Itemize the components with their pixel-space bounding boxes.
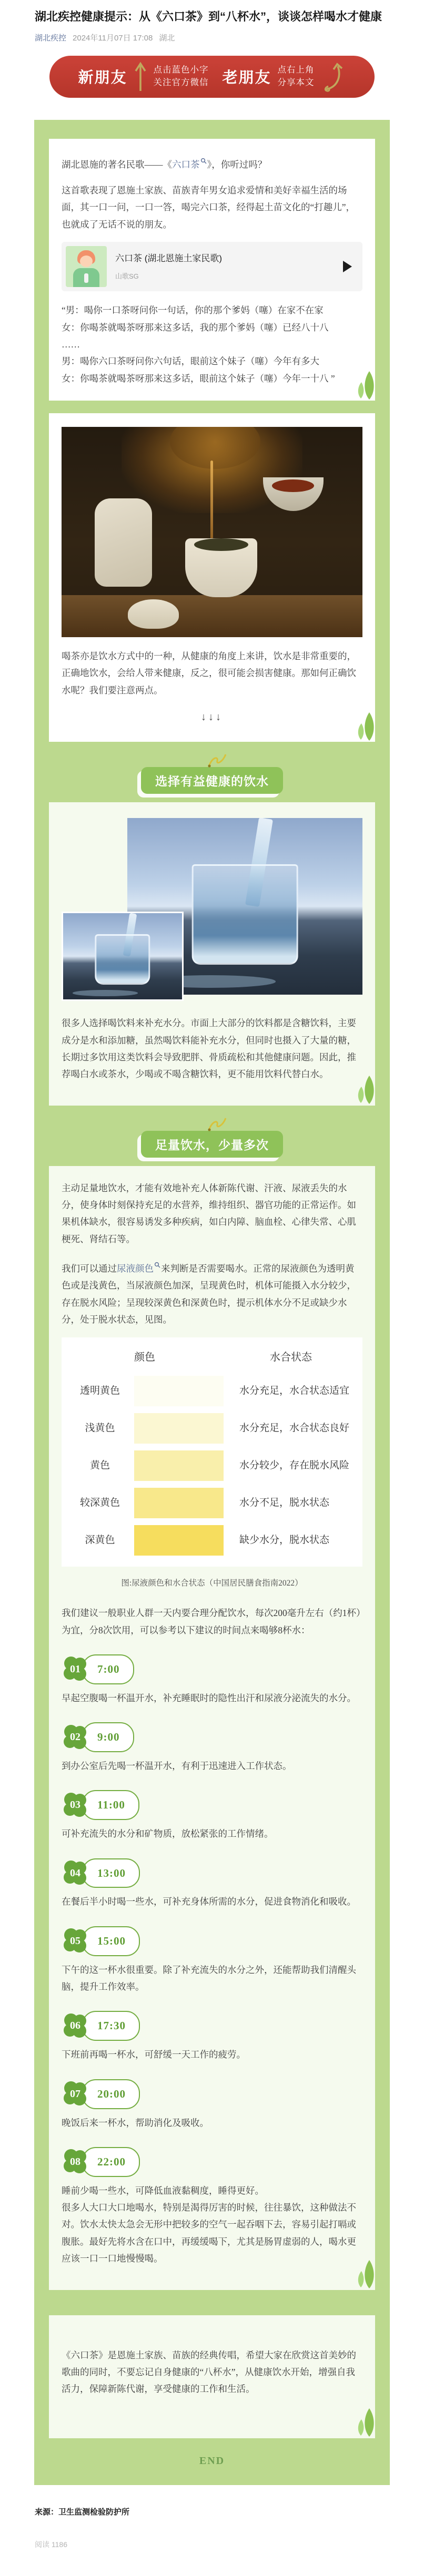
gaiwan-lid xyxy=(128,599,179,629)
squiggle-icon xyxy=(207,753,228,770)
water-glass xyxy=(191,864,298,965)
closing-paragraph: 《六口茶》是恩施土家族、苗族的经典传唱，希望大家在欣赏这首美妙的歌曲的同时，不要忘记自身健康的“八杯水”，从健康饮水开始，增强自我活力，保障新陈代谢，享受健康的工作和生活。 xyxy=(62,2349,356,2395)
row-status: 缺少水分，脱水状态 xyxy=(239,1534,330,1546)
lyrics-line: “男：喝你一口茶呀问你一句话，你的那个爹妈（噻）在家不在家 xyxy=(62,305,324,316)
hydration-paragraph-1: 主动足量地饮水，才能有效地补充人体新陈代谢、汗液、尿液丢失的水分，使身体时刻保持充足的水营养，维持组织、器官功能的正常运作。如果机体缺水，很容易诱发多种疾病，如白内障、脑血栓、心律失常、心肌梗死、肾结石等。 xyxy=(62,1182,356,1244)
wooden-table xyxy=(62,595,362,637)
article-header xyxy=(0,0,424,43)
urine-table-header-status: 水合状态 xyxy=(270,1351,312,1363)
urine-color-link[interactable]: 尿液颜色 xyxy=(117,1263,154,1274)
schedule-item xyxy=(62,1654,362,1706)
item-number: 02 xyxy=(70,1731,80,1743)
hydration-card xyxy=(49,1166,375,2290)
music-card[interactable] xyxy=(62,242,362,291)
account-name-link[interactable]: 湖北疾控 xyxy=(35,33,67,43)
time-pill: 20:00 xyxy=(82,2079,140,2109)
song-link[interactable]: 六口茶 xyxy=(172,159,200,170)
play-icon[interactable] xyxy=(343,261,352,272)
leaf-decoration-icon xyxy=(355,711,378,746)
schedule-item xyxy=(62,1722,362,1774)
water-puddle xyxy=(73,990,138,996)
item-number: 06 xyxy=(70,2020,80,2032)
source-line: 来源：卫生监测检验防护所 xyxy=(35,2507,130,2517)
schedule-badge xyxy=(62,1926,362,1956)
table-row xyxy=(66,1525,358,1556)
new-friends-label: 新朋友 xyxy=(78,69,127,87)
num-badge-blob xyxy=(62,2012,89,2040)
water-photo-composite xyxy=(62,818,362,1001)
schedule-item xyxy=(62,1858,362,1910)
article-body-green-section xyxy=(34,120,390,2485)
time-pill: 7:00 xyxy=(82,1654,134,1684)
schedule-text: 下班前再喝一杯水，可舒缓一天工作的疲劳。 xyxy=(62,2049,246,2060)
num-badge-blob xyxy=(62,1655,89,1683)
schedule-text: 晚饭后来一杯水，帮助消化及吸收。 xyxy=(62,2117,209,2128)
leaf-decoration-icon xyxy=(355,2407,378,2442)
schedule-item xyxy=(62,1790,362,1842)
row-label: 较深黄色 xyxy=(79,1497,120,1508)
item-number: 01 xyxy=(70,1663,80,1675)
down-arrows: ↓↓↓ xyxy=(201,711,223,723)
section-header-1 xyxy=(141,767,283,794)
schedule-text: 可补充流失的水分和矿物质，放松紧张的工作情绪。 xyxy=(62,1828,274,1839)
schedule-badge xyxy=(62,2147,362,2177)
urine-table-header xyxy=(66,1348,358,1367)
num-badge-blob xyxy=(62,2080,89,2108)
share-swoosh-icon xyxy=(321,60,346,94)
num-badge-blob xyxy=(62,1792,89,1819)
old-friends-hint-line2: 分享本文 xyxy=(277,77,315,87)
schedule-text: 早起空腹喝一杯温开水，补充睡眠时的隐性出汗和尿液分泌流失的水分。 xyxy=(62,1692,356,1703)
schedule-text: 睡前少喝一些水，可降低血液黏稠度，睡得更好。 xyxy=(62,2185,264,2196)
schedule-item xyxy=(62,2011,362,2063)
hydration-p2-post: 来判断是否需要喝水。正常的尿液颜色为透明黄色或是浅黄色，当尿液颜色加深，呈现黄色时，机体可能摄入水分较少，存在脱水风险；呈现较深黄色和深黄色时，提示机体水分不足或缺少水分，处于脱水状态，见图。 xyxy=(62,1263,356,1325)
table-caption: 图:尿液颜色和水合状态（中国居民膳食指南2022） xyxy=(121,1578,303,1588)
color-swatch xyxy=(134,1376,224,1406)
new-friends-hint-line1: 点击蓝色小字 xyxy=(153,65,209,75)
tea-stream xyxy=(210,461,213,545)
white-pitcher xyxy=(95,498,152,587)
time-pill: 13:00 xyxy=(82,1858,140,1888)
item-number: 05 xyxy=(70,1935,80,1947)
row-label: 深黄色 xyxy=(85,1534,115,1546)
music-info xyxy=(115,250,335,283)
publish-location: 湖北 xyxy=(159,33,175,43)
schedule-outro: 很多人大口大口地喝水，特别是渴得厉害的时候，往往暴饮，这种做法不对。饮水太快太急会无形中把较多的空气一起吞咽下去，容易引起打嗝或腹胀。最好先将水含在口中，再缓缓喝下，尤其是肠胃虚弱的人，喝水更应该一口一口地慢慢喝。 xyxy=(62,2202,356,2264)
new-friends-hint xyxy=(154,64,209,89)
old-friends-label: 老朋友 xyxy=(222,69,271,87)
lyrics-line: 女：你喝茶就喝茶呀那来这多话，眼前这个妹子（噻）今年一十八 ” xyxy=(62,373,335,384)
water-glass-photo-small xyxy=(62,912,184,1001)
squiggle-icon xyxy=(207,1117,228,1134)
schedule-item xyxy=(62,2079,362,2131)
num-badge-blob xyxy=(62,1927,89,1955)
lyrics-line: …… xyxy=(62,339,80,350)
schedule-badge xyxy=(62,1858,362,1888)
tea-paragraph: 喝茶亦是饮水方式中的一种，从健康的角度上来讲，饮水是非常重要的，正确地饮水，会给人带来健康，反之，很可能会损害健康。那如何正确饮水呢？我们要注意两点。 xyxy=(62,651,356,696)
item-number: 03 xyxy=(70,1799,80,1811)
num-badge-blob xyxy=(62,1859,89,1887)
time-pill: 22:00 xyxy=(82,2147,140,2177)
byline xyxy=(35,32,390,43)
search-sup-icon[interactable] xyxy=(154,1260,160,1270)
tea-pouring-photo xyxy=(62,427,362,637)
section-badge: 选择有益健康的饮水 xyxy=(141,767,283,794)
schedule-badge xyxy=(62,1790,362,1820)
leaf-decoration-icon xyxy=(355,370,378,405)
schedule-badge xyxy=(62,1722,362,1752)
water-glass xyxy=(95,934,150,985)
tea-leaves xyxy=(194,538,248,551)
search-sup-icon[interactable] xyxy=(200,156,207,166)
schedule-item xyxy=(62,1926,362,1996)
page-title: 湖北疾控健康提示：从《六口茶》到“八杯水”，谈谈怎样喝水才健康 xyxy=(35,10,382,23)
table-row xyxy=(66,1450,358,1481)
lyrics-line: 女：你喝茶就喝茶呀那来这多话，我的那个爹妈（噻）已经八十八 xyxy=(62,322,329,333)
urine-color-table xyxy=(62,1337,362,1567)
schedule-badge xyxy=(62,1654,362,1684)
schedule-text: 在餐后半小时喝一些水，可补充身体所需的水分，促进食物消化和吸收。 xyxy=(62,1896,356,1907)
tea-card xyxy=(49,413,375,742)
table-row xyxy=(66,1413,358,1444)
color-swatch xyxy=(134,1488,224,1518)
schedule-intro: 我们建议一般职业人群一天内要合理分配饮水，每次200毫升左右（约1杯）为宜，分8次饮用，可以参考以下建议的时间点来喝够8杯水： xyxy=(62,1608,361,1635)
table-row xyxy=(66,1488,358,1518)
item-number: 07 xyxy=(70,2088,80,2100)
old-friends-hint xyxy=(278,64,315,89)
leaf-decoration-icon xyxy=(355,2259,378,2294)
schedule-item xyxy=(62,2147,362,2199)
time-pill: 11:00 xyxy=(82,1790,139,1820)
intro-p1-pre: 湖北恩施的著名民歌——《 xyxy=(62,159,172,170)
time-pill: 9:00 xyxy=(82,1722,134,1752)
section-header-2 xyxy=(141,1131,283,1158)
intro-paragraph-2: 这首歌表现了恩施土家族、苗族青年男女追求爱情和美好幸福生活的场面，其一口一问，一口一答，喝完六口茶，经得起土苗文化的“打趣儿”，也就成了无话不说的朋友。 xyxy=(62,185,356,230)
row-status: 水分充足，水合状态适宜 xyxy=(239,1385,350,1396)
row-status: 水分较少，存在脱水风险 xyxy=(239,1459,350,1471)
item-number: 04 xyxy=(70,1867,80,1879)
item-number: 08 xyxy=(70,2155,80,2168)
section-badge: 足量饮水，少量多次 xyxy=(141,1131,283,1158)
schedule-text: 到办公室后先喝一杯温开水，有利于迅速进入工作状态。 xyxy=(62,1761,292,1772)
music-artist: 山歌SG xyxy=(115,272,139,281)
album-art-face xyxy=(80,255,93,267)
new-friends-hint-line2: 关注官方微信 xyxy=(153,77,209,87)
urine-table-header-color: 颜色 xyxy=(134,1351,155,1363)
article-footer xyxy=(0,2485,424,2576)
end-marker: END xyxy=(199,2455,225,2467)
intro-card xyxy=(49,139,375,401)
music-title: 六口茶 (湖北恩施土家民歌) xyxy=(115,253,223,263)
lyrics-line: 男：喝你六口茶呀问你六句话，眼前这个妹子（噻）今年有多大 xyxy=(62,356,319,367)
row-label: 透明黄色 xyxy=(79,1385,120,1396)
album-art-microphone xyxy=(84,273,88,283)
row-status: 水分不足，脱水状态 xyxy=(239,1497,330,1508)
row-label: 浅黄色 xyxy=(85,1422,115,1434)
healthy-drink-paragraph: 很多人选择喝饮料来补充水分。市面上大部分的饮料都是含糖饮料，主要成分是水和添加糖，虽然喝饮料能补充水分，但同时也摄入了大量的糖，长期过多饮用这类饮料会导致肥胖、骨质疏松和其他健康问题。因此，推荐喝白水或茶水，少喝或不喝含糖饮料，更不能用饮料代替白水。 xyxy=(62,1018,356,1080)
hydration-paragraph-2 xyxy=(62,1256,362,1328)
num-badge-blob xyxy=(62,2148,89,2175)
lyrics-block xyxy=(62,302,362,387)
intro-paragraph-1 xyxy=(62,152,362,173)
schedule-text: 下午的这一杯水很重要。除了补充流失的水分之外，还能帮助我们清醒头脑，提升工作效率。 xyxy=(62,1964,356,1992)
follow-promo-banner xyxy=(49,56,375,98)
table-row xyxy=(66,1376,358,1406)
num-badge-blob xyxy=(62,1724,89,1751)
time-pill: 15:00 xyxy=(82,1926,140,1956)
publish-datetime: 2024年11月07日 17:08 xyxy=(73,33,153,43)
color-swatch xyxy=(134,1525,224,1556)
closing-card xyxy=(49,2315,375,2438)
album-art xyxy=(66,246,107,287)
schedule-badge xyxy=(62,2011,362,2041)
schedule-badge xyxy=(62,2079,362,2109)
leaf-decoration-icon xyxy=(355,1075,378,1109)
time-pill: 17:30 xyxy=(82,2011,140,2041)
intro-p1-post: 》，你听过吗？ xyxy=(207,159,267,170)
old-friends-hint-line1: 点右上角 xyxy=(277,65,315,75)
up-arrow-icon xyxy=(134,60,147,93)
hydration-p2-pre: 我们可以通过 xyxy=(62,1263,117,1274)
row-status: 水分充足，水合状态良好 xyxy=(239,1422,350,1434)
color-swatch xyxy=(134,1450,224,1481)
read-count: 阅读 1186 xyxy=(35,2540,67,2549)
color-swatch xyxy=(134,1413,224,1444)
healthy-drink-card xyxy=(49,802,375,1106)
row-label: 黄色 xyxy=(89,1459,110,1471)
